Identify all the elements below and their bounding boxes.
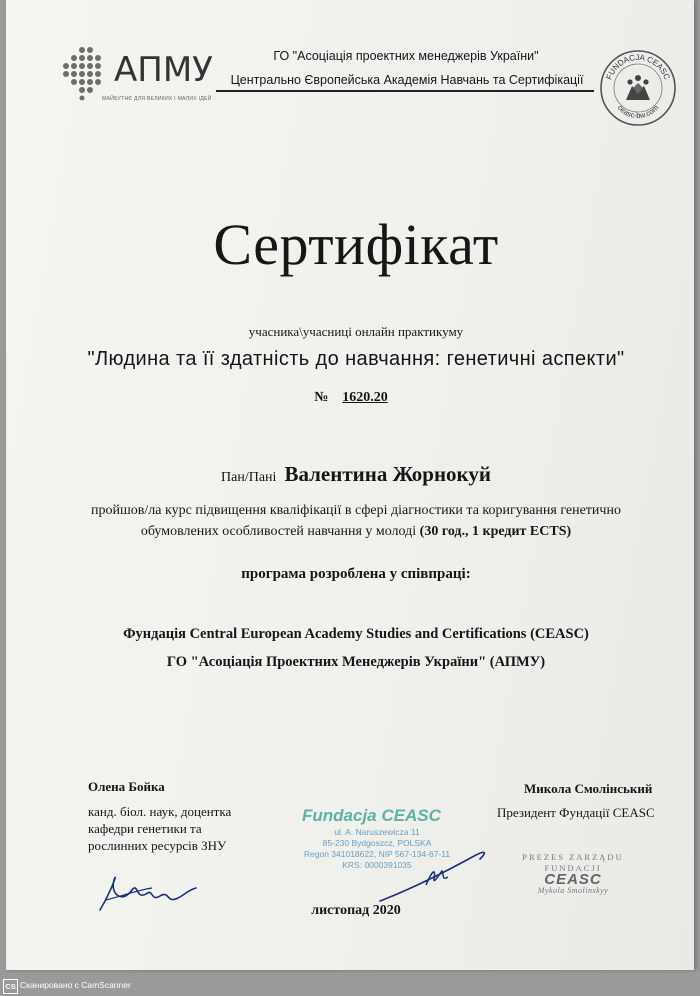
- right-signatory-name: Микола Смолінський: [524, 781, 653, 796]
- org-line-1: ГО "Асоціація проектних менеджерів України": [273, 49, 539, 63]
- president-stamp-line: PREZES ZARZĄDU: [522, 852, 624, 862]
- cooperation-label: програма розроблена у співпраці:: [241, 566, 471, 582]
- org-line-2: Центрально Європейська Академія Навчань та Сертифікації: [230, 73, 584, 87]
- number-label: №: [314, 390, 329, 405]
- fundacja-stamp-title: Fundacja CEASC: [302, 806, 441, 825]
- holder-line: [6, 462, 700, 487]
- ceasc-seal-icon: [598, 48, 678, 128]
- apmu-logo-text: АПМУ: [114, 50, 213, 90]
- certificate-title: Сертифікат: [213, 212, 499, 277]
- left-role-line: канд. біол. наук, доцентка: [88, 804, 232, 819]
- apmu-logo-tagline: МАЙБУТНЄ ДЛЯ ВЕЛИКИХ І МАЛИХ ІДЕЙ: [102, 96, 212, 102]
- course-description: [86, 500, 626, 542]
- president-stamp-name: Mykola Smolinskyy: [537, 886, 609, 895]
- seal-bottom-text: ceasc-bw.com: [615, 103, 661, 121]
- left-role-line: кафедри генетики та: [88, 821, 202, 836]
- stamp-address-line: 85-230 Bydgoszcz, POLSKA: [322, 838, 432, 848]
- seal-top-text: FUNDACJA CEASC: [604, 52, 672, 81]
- left-role-line: рослинних ресурсів ЗНУ: [88, 838, 227, 853]
- issue-date: листопад 2020: [311, 903, 401, 918]
- participant-label: учасника\учасниці онлайн практикуму: [248, 324, 464, 339]
- course-title: "Людина та її здатність до навчання: генетичні аспекти": [87, 348, 625, 370]
- svg-text:ceasc-bw.com: [616, 103, 661, 120]
- left-signatory-role: [88, 803, 248, 854]
- description-hours: (30 год., 1 кредит ECTS): [419, 524, 572, 539]
- header-divider: [216, 90, 594, 92]
- left-signatory-name: Олена Бойка: [88, 779, 165, 794]
- camscanner-icon: CS: [3, 979, 18, 994]
- certificate-sheet: [6, 0, 694, 970]
- right-signature-icon: [376, 845, 496, 905]
- description-text: пройшов/ла курс підвищення кваліфікації в сфері діагностики та коригування генетично обумовлених особливостей навчання у молоді: [91, 503, 621, 539]
- holder-name: Валентина Жорнокуй: [284, 462, 491, 486]
- partner-apmu: ГО "Асоціація Проектних Менеджерів України" (АПМУ): [166, 654, 546, 670]
- stamp-address-line: ul. A. Naruszewicza 11: [334, 827, 420, 837]
- stamp-address-line: KRS: 0000391035: [342, 860, 412, 870]
- number-value: 1620.20: [342, 390, 388, 405]
- scanner-watermark: [0, 975, 700, 996]
- right-signatory-role: Президент Фундації CEASC: [497, 805, 655, 820]
- stamp-address-line: Regon 341018622, NIP 567-134-67-11: [303, 849, 451, 859]
- scanner-text: Сканировано с CamScanner: [20, 980, 131, 990]
- certificate-number: [6, 390, 700, 406]
- partner-ceasc: Фундація Central European Academy Studies and Certifications (CEASC): [123, 626, 589, 642]
- president-stamp: [508, 852, 638, 896]
- president-stamp-ceasc: CEASC: [544, 871, 602, 888]
- holder-prefix: Пан/Пані: [221, 470, 277, 485]
- president-stamp-line: FUNDACJI: [544, 863, 602, 873]
